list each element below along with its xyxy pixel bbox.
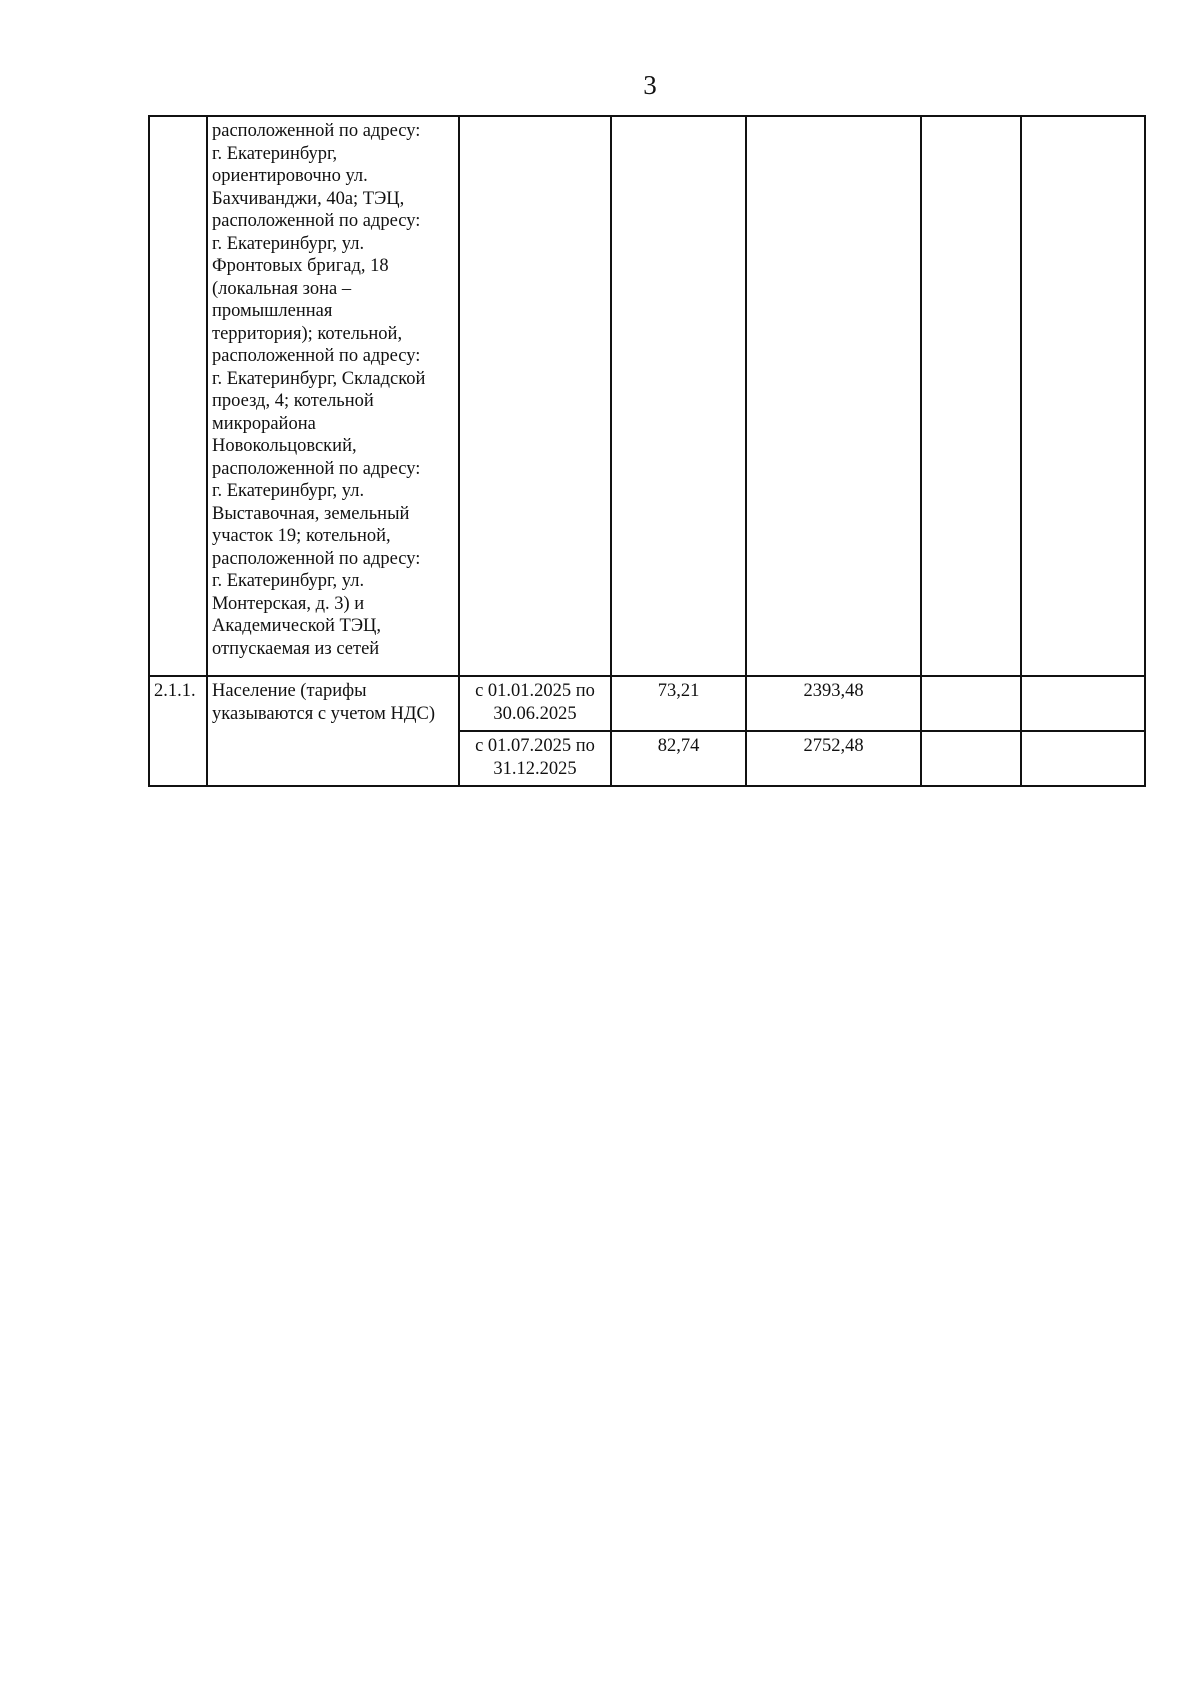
description-line: Монтерская, д. 3) и bbox=[212, 593, 365, 614]
description-line: территория); котельной, bbox=[212, 323, 403, 344]
cell-description-continuation bbox=[207, 116, 459, 676]
description-line: г. Екатеринбург, bbox=[212, 143, 338, 164]
description-line: (локальная зона – bbox=[212, 278, 352, 299]
period-start: с 01.07.2025 по bbox=[475, 736, 595, 756]
cell-period bbox=[459, 676, 611, 731]
cell-value1: 82,74 bbox=[611, 731, 746, 786]
description-line: г. Екатеринбург, ул. bbox=[212, 481, 365, 501]
period-end: 30.06.2025 bbox=[493, 703, 577, 724]
description-line: расположенной по адресу: bbox=[212, 121, 421, 141]
cell-period bbox=[459, 731, 611, 786]
period-end: 31.12.2025 bbox=[493, 758, 577, 779]
description-line: расположенной по адресу: bbox=[212, 346, 421, 366]
description-line: Выставочная, земельный bbox=[212, 503, 410, 524]
consumer-group-line1: Население (тарифы bbox=[212, 681, 367, 701]
table-row-continuation bbox=[149, 116, 1145, 676]
cell-value2: 2752,48 bbox=[746, 731, 921, 786]
description-line: ориентировочно ул. bbox=[212, 166, 368, 186]
description-line: промышленная bbox=[212, 301, 333, 321]
description-line: г. Екатеринбург, ул. bbox=[212, 571, 365, 591]
table-row bbox=[149, 676, 1145, 731]
description-line: участок 19; котельной, bbox=[212, 526, 391, 546]
description-line: отпускаемая из сетей bbox=[212, 638, 380, 659]
cell-value3-empty bbox=[921, 116, 1021, 676]
cell-value1-empty bbox=[611, 116, 746, 676]
cell-value2: 2393,48 bbox=[746, 676, 921, 731]
description-text bbox=[212, 120, 454, 660]
description-line: г. Екатеринбург, ул. bbox=[212, 233, 365, 254]
cell-period-empty bbox=[459, 116, 611, 676]
cell-consumer-group bbox=[207, 676, 459, 786]
description-line: проезд, 4; котельной bbox=[212, 391, 374, 411]
description-line: расположенной по адресу: bbox=[212, 458, 421, 479]
description-line: расположенной по адресу: bbox=[212, 211, 421, 231]
cell-value4-empty bbox=[1021, 676, 1145, 731]
cell-value3-empty bbox=[921, 676, 1021, 731]
cell-value4-empty bbox=[1021, 731, 1145, 786]
cell-value3-empty bbox=[921, 731, 1021, 786]
description-line: микрорайона bbox=[212, 413, 316, 434]
cell-row-number: 2.1.1. bbox=[149, 676, 207, 786]
description-line: расположенной по адресу: bbox=[212, 548, 421, 569]
cell-number-empty bbox=[149, 116, 207, 676]
description-line: г. Екатеринбург, Складской bbox=[212, 368, 426, 389]
period-start: с 01.01.2025 по bbox=[475, 681, 595, 701]
cell-value4-empty bbox=[1021, 116, 1145, 676]
consumer-group-line2: указываются с учетом НДС) bbox=[212, 703, 435, 724]
page-number: 3 bbox=[643, 70, 657, 100]
cell-value2-empty bbox=[746, 116, 921, 676]
description-line: Новокольцовский, bbox=[212, 436, 357, 456]
description-line: Фронтовых бригад, 18 bbox=[212, 256, 389, 276]
description-line: Бахчиванджи, 40а; ТЭЦ, bbox=[212, 188, 405, 209]
cell-value1: 73,21 bbox=[611, 676, 746, 731]
tariff-table bbox=[148, 115, 1146, 787]
description-line: Академической ТЭЦ, bbox=[212, 616, 382, 636]
